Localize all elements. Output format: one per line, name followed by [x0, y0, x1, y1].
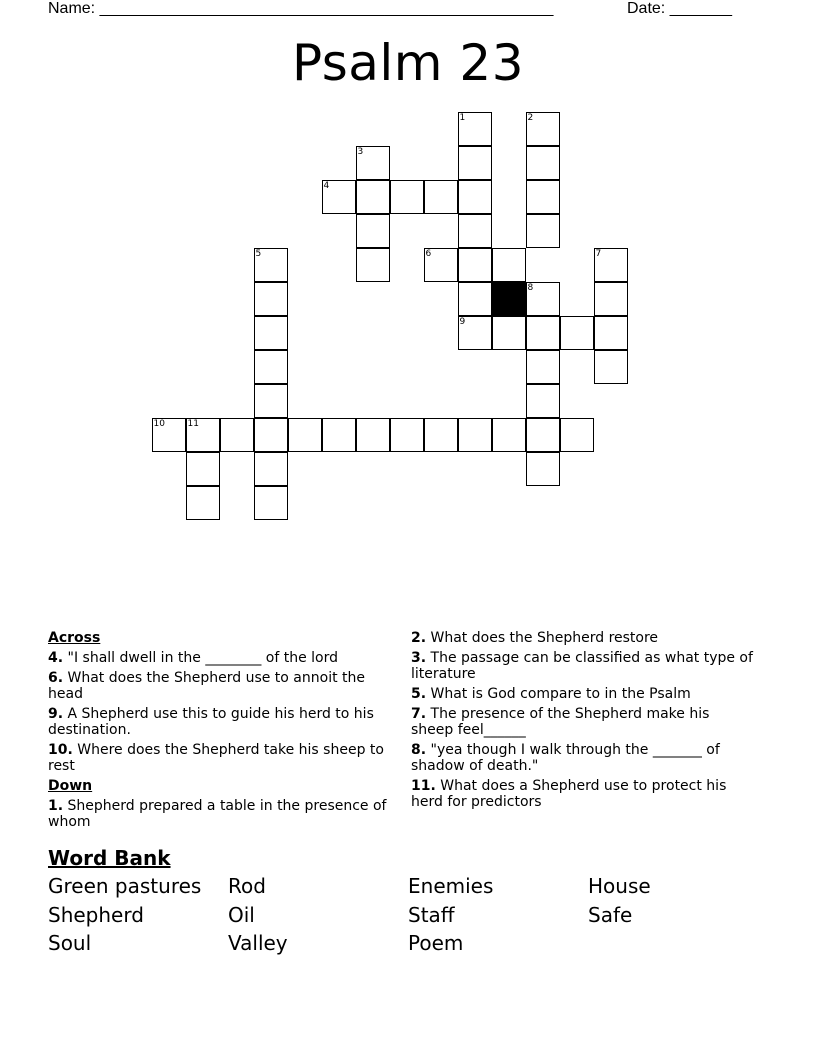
word-bank-word: Soul [48, 931, 92, 955]
crossword-cell [526, 180, 560, 214]
clue-down-11: 11. What does a Shepherd use to protect his herd for predictors [411, 778, 727, 810]
crossword-cell [560, 316, 594, 350]
crossword-cell [424, 248, 458, 282]
word-bank-word: Poem [408, 931, 464, 955]
clue-number: 11 [187, 418, 199, 429]
clue-across-4: 4. "I shall dwell in the ________ of the lord [48, 650, 338, 666]
crossword-cell [220, 418, 254, 452]
crossword-cell [356, 214, 390, 248]
crossword-cell [356, 418, 390, 452]
clue-across-10: 10. Where does the Shepherd take his sheep to rest [48, 742, 384, 774]
crossword-cell [356, 180, 390, 214]
word-bank-word: Valley [228, 931, 288, 955]
crossword-cell [458, 146, 492, 180]
crossword-cell [526, 384, 560, 418]
crossword-cell [492, 316, 526, 350]
crossword-cell [492, 418, 526, 452]
clue-down-1: 1. Shepherd prepared a table in the presence of whom [48, 798, 387, 830]
word-bank-word: Oil [228, 903, 255, 927]
word-bank-title: Word Bank [48, 846, 171, 870]
clue-number: 5 [255, 248, 262, 259]
name-field: Name: ___________________________________________________ [48, 0, 554, 17]
clue-number: 7 [595, 248, 602, 259]
crossword-cell [390, 180, 424, 214]
word-bank-word: Staff [408, 903, 455, 927]
page-title: Psalm 23 [291, 34, 525, 92]
crossword-cell [458, 316, 492, 350]
crossword-cell [458, 180, 492, 214]
crossword-cell [356, 146, 390, 180]
clue-number: 9 [459, 316, 466, 327]
clue-down-7: 7. The presence of the Shepherd make his sheep feel______ [411, 706, 710, 738]
clue-number: 2 [527, 112, 534, 123]
date-field: Date: _______ [627, 0, 732, 17]
crossword-cell [458, 112, 492, 146]
crossword-cell [254, 384, 288, 418]
word-bank-word: House [588, 874, 651, 898]
crossword-cell [560, 418, 594, 452]
word-bank-word: Enemies [408, 874, 494, 898]
crossword-cell [254, 248, 288, 282]
crossword-cell [254, 282, 288, 316]
crossword-cell [254, 486, 288, 520]
crossword-cell [322, 418, 356, 452]
crossword-cell [424, 180, 458, 214]
across-heading: Across [48, 630, 101, 646]
crossword-cell [254, 452, 288, 486]
crossword-cell [356, 248, 390, 282]
clue-number: 8 [527, 282, 534, 293]
crossword-cell [594, 316, 628, 350]
clue-down-3: 3. The passage can be classified as what type of literature [411, 650, 753, 682]
crossword-cell [424, 418, 458, 452]
crossword-cell [526, 316, 560, 350]
crossword-cell [186, 452, 220, 486]
crossword-cell [526, 452, 560, 486]
crossword-block [492, 282, 526, 316]
crossword-cell [390, 418, 424, 452]
crossword-cell [492, 248, 526, 282]
crossword-cell [594, 248, 628, 282]
word-bank-word: Shepherd [48, 903, 144, 927]
crossword-cell [254, 316, 288, 350]
clue-number: 1 [459, 112, 466, 123]
crossword-cell [594, 350, 628, 384]
clues-right-column [411, 630, 756, 814]
crossword-cell [186, 418, 220, 452]
crossword-cell [254, 418, 288, 452]
word-bank-word: Safe [588, 903, 633, 927]
crossword-cell [526, 418, 560, 452]
clue-number: 4 [323, 180, 330, 191]
crossword-cell [526, 214, 560, 248]
word-bank-word: Green pastures [48, 874, 202, 898]
clue-number: 10 [153, 418, 165, 429]
clue-down-2: 2. What does the Shepherd restore [411, 630, 659, 646]
crossword-cell [254, 350, 288, 384]
clues-left-column [48, 630, 393, 834]
crossword-cell [526, 146, 560, 180]
clue-across-6: 6. What does the Shepherd use to annoit the head [48, 670, 366, 702]
crossword-cell [458, 248, 492, 282]
crossword-cell [526, 350, 560, 384]
down-heading: Down [48, 778, 93, 794]
word-bank-word: Rod [228, 874, 266, 898]
crossword-cell [152, 418, 186, 452]
clue-down-8: 8. "yea though I walk through the _______ of shadow of death." [411, 742, 720, 774]
clue-number: 3 [357, 146, 364, 157]
crossword-cell [288, 418, 322, 452]
clue-number: 6 [425, 248, 432, 259]
crossword-cell [458, 418, 492, 452]
crossword-cell [526, 112, 560, 146]
crossword-cell [594, 282, 628, 316]
crossword-cell [322, 180, 356, 214]
clue-across-9: 9. A Shepherd use this to guide his herd to his destination. [48, 706, 374, 738]
crossword-cell [186, 486, 220, 520]
crossword-cell [526, 282, 560, 316]
crossword-cell [458, 282, 492, 316]
crossword-cell [458, 214, 492, 248]
clue-down-5: 5. What is God compare to in the Psalm [411, 686, 691, 702]
